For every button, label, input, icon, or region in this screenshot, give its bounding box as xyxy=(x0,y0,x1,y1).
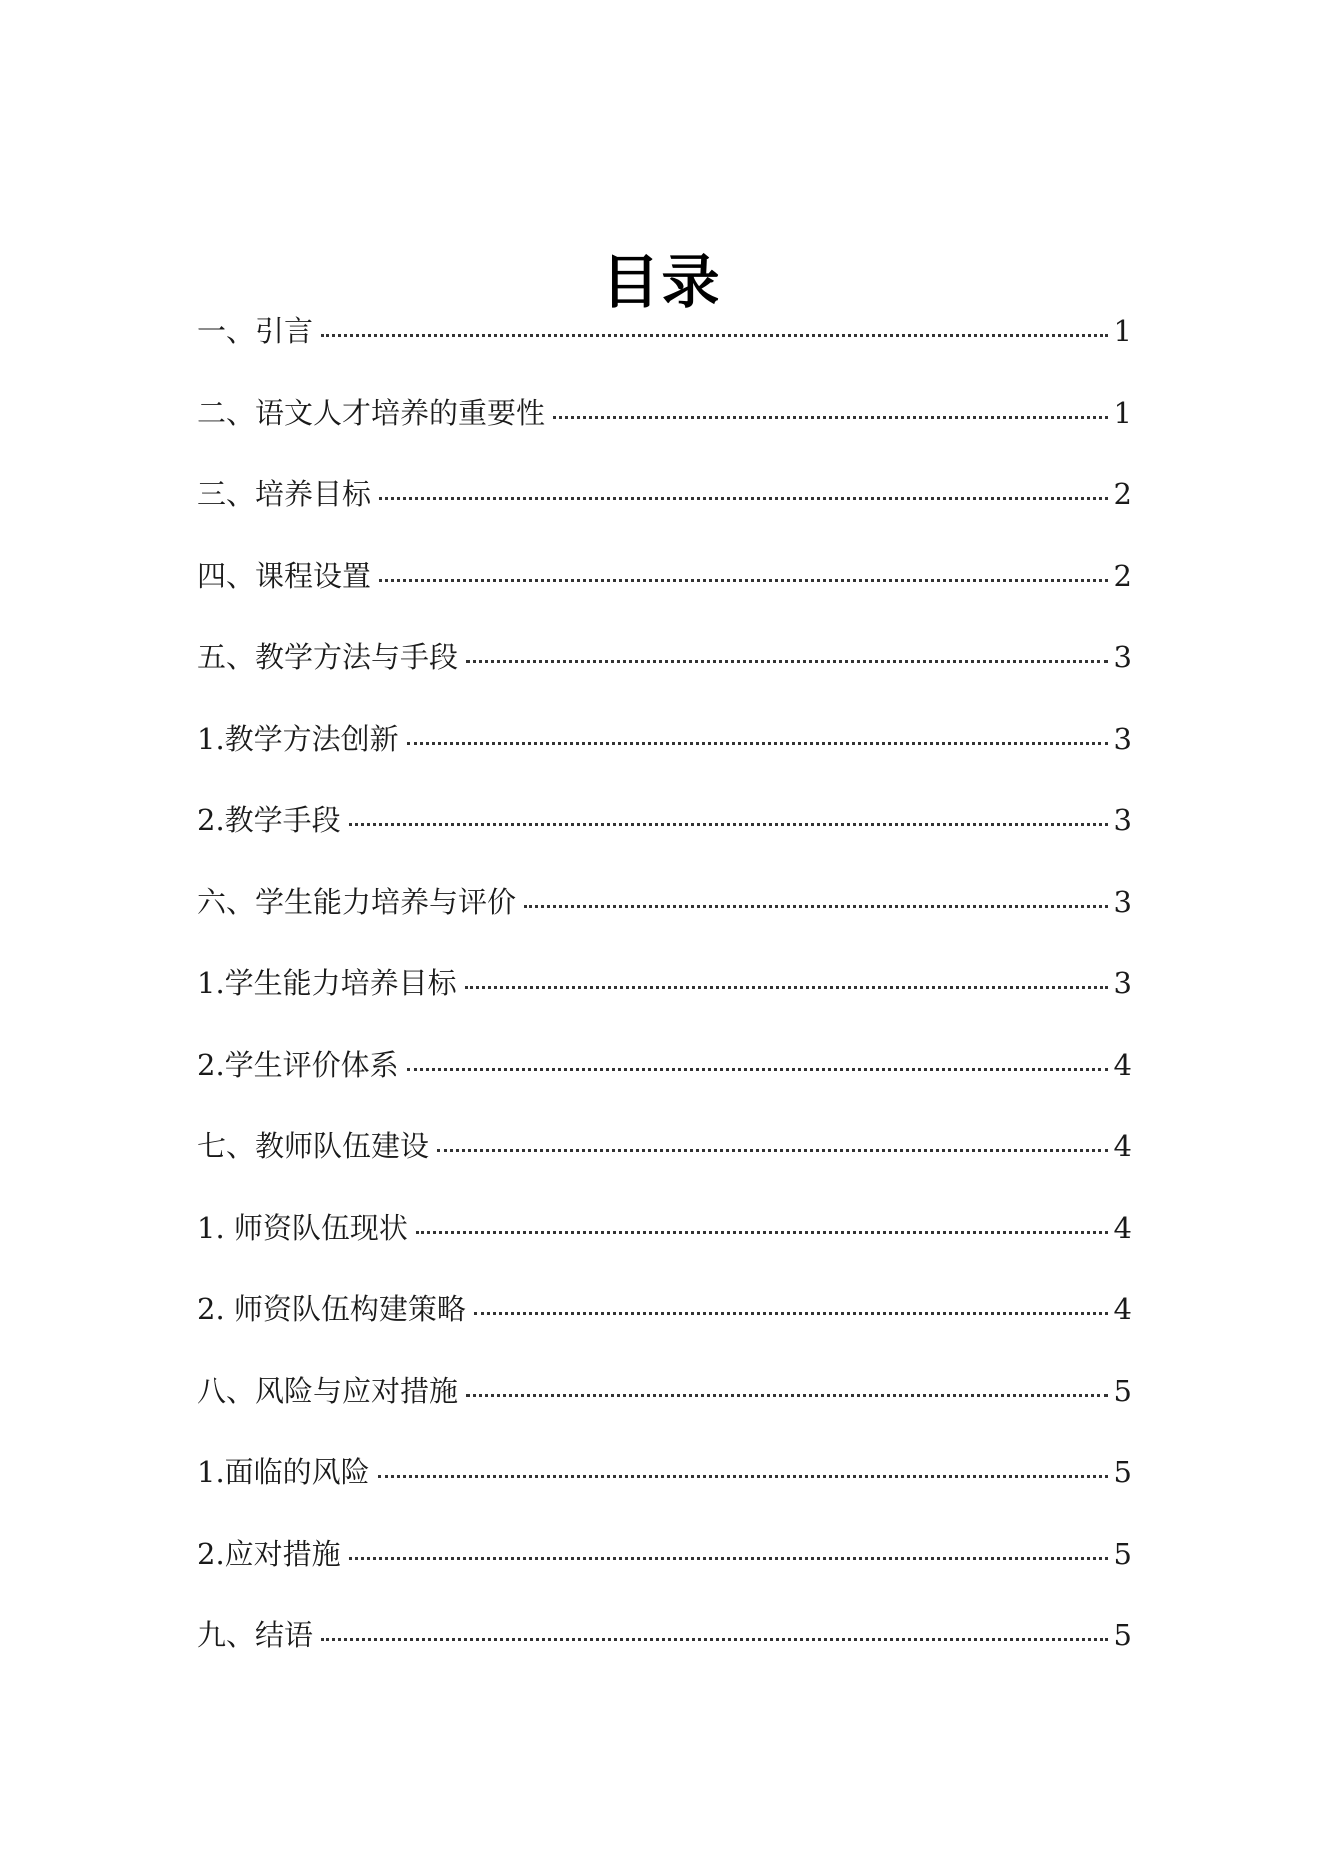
toc-entry-label: 2.应对措施 xyxy=(197,1536,341,1571)
toc-leader-dots xyxy=(407,1068,1108,1071)
toc-entry[interactable] xyxy=(197,873,1132,955)
toc-leader-dots xyxy=(466,660,1108,663)
toc-leader-dots xyxy=(379,497,1108,500)
toc-leader-dots xyxy=(378,1475,1108,1478)
toc-entry-label: 二、语文人才培养的重要性 xyxy=(197,395,546,430)
toc-leader-dots xyxy=(321,334,1108,337)
toc-entry-page: 4 xyxy=(1113,1292,1132,1326)
toc-entry-page: 5 xyxy=(1113,1536,1132,1571)
toc-entry[interactable] xyxy=(197,954,1132,1036)
toc-entry-label: 九、结语 xyxy=(197,1618,314,1652)
toc-entry-label: 一、引言 xyxy=(197,314,314,348)
toc-leader-dots xyxy=(349,823,1108,826)
toc-entry-label: 1. 师资队伍现状 xyxy=(197,1210,408,1245)
toc-entry-page: 3 xyxy=(1113,640,1132,674)
toc-entry-page: 1 xyxy=(1113,314,1132,348)
toc-leader-dots xyxy=(349,1557,1108,1560)
toc-entry[interactable] xyxy=(197,547,1132,629)
toc-entry-page: 5 xyxy=(1113,1373,1132,1408)
toc-entry-label: 六、学生能力培养与评价 xyxy=(197,884,517,919)
toc-entry[interactable] xyxy=(197,1525,1132,1607)
toc-entry[interactable] xyxy=(197,1443,1132,1525)
toc-entry-label: 2.教学手段 xyxy=(197,803,341,837)
toc-entry[interactable] xyxy=(197,1199,1132,1281)
toc-entry-page: 5 xyxy=(1113,1618,1132,1652)
toc-entry-page: 4 xyxy=(1113,1047,1132,1082)
toc-entry-label: 五、教学方法与手段 xyxy=(197,640,459,674)
toc-entry[interactable] xyxy=(197,628,1132,710)
toc-entry-page: 1 xyxy=(1113,395,1132,430)
toc-entry-label: 四、课程设置 xyxy=(197,558,372,593)
toc-entry-page: 3 xyxy=(1113,721,1132,756)
toc-entry-page: 4 xyxy=(1113,1210,1132,1245)
toc-entry[interactable] xyxy=(197,465,1132,547)
toc-entry-page: 2 xyxy=(1113,477,1132,511)
toc-entry[interactable] xyxy=(197,384,1132,466)
toc-entry[interactable] xyxy=(197,791,1132,873)
toc-entry[interactable] xyxy=(197,1036,1132,1118)
toc-entry-label: 1.教学方法创新 xyxy=(197,721,399,756)
toc-leader-dots xyxy=(524,905,1108,908)
toc-entry[interactable] xyxy=(197,1362,1132,1444)
toc-entry-page: 4 xyxy=(1113,1129,1132,1163)
toc-leader-dots xyxy=(465,986,1108,989)
toc-leader-dots xyxy=(474,1312,1108,1315)
toc-entry-page: 3 xyxy=(1113,884,1132,919)
toc-entry-page: 3 xyxy=(1113,966,1132,1000)
toc-leader-dots xyxy=(437,1149,1108,1152)
toc-entry-label: 三、培养目标 xyxy=(197,477,372,511)
table-of-contents xyxy=(197,302,1132,1688)
toc-entry[interactable] xyxy=(197,1117,1132,1199)
toc-entry-label: 八、风险与应对措施 xyxy=(197,1373,459,1408)
toc-entry-page: 2 xyxy=(1113,558,1132,593)
toc-leader-dots xyxy=(407,742,1108,745)
toc-entry-page: 5 xyxy=(1113,1455,1132,1489)
toc-entry-page: 3 xyxy=(1113,803,1132,837)
toc-entry-label: 1.学生能力培养目标 xyxy=(197,966,457,1000)
toc-leader-dots xyxy=(466,1394,1108,1397)
toc-entry-label: 七、教师队伍建设 xyxy=(197,1129,430,1163)
toc-entry-label: 2.学生评价体系 xyxy=(197,1047,399,1082)
toc-entry-label: 1.面临的风险 xyxy=(197,1455,370,1489)
toc-leader-dots xyxy=(553,416,1108,419)
toc-leader-dots xyxy=(379,579,1108,582)
toc-entry-label: 2. 师资队伍构建策略 xyxy=(197,1292,466,1326)
toc-leader-dots xyxy=(416,1231,1108,1234)
toc-entry[interactable] xyxy=(197,1280,1132,1362)
toc-leader-dots xyxy=(321,1638,1108,1641)
page-title: 目录 xyxy=(601,247,722,316)
toc-entry[interactable] xyxy=(197,710,1132,792)
toc-entry[interactable] xyxy=(197,302,1132,384)
toc-entry[interactable] xyxy=(197,1606,1132,1688)
